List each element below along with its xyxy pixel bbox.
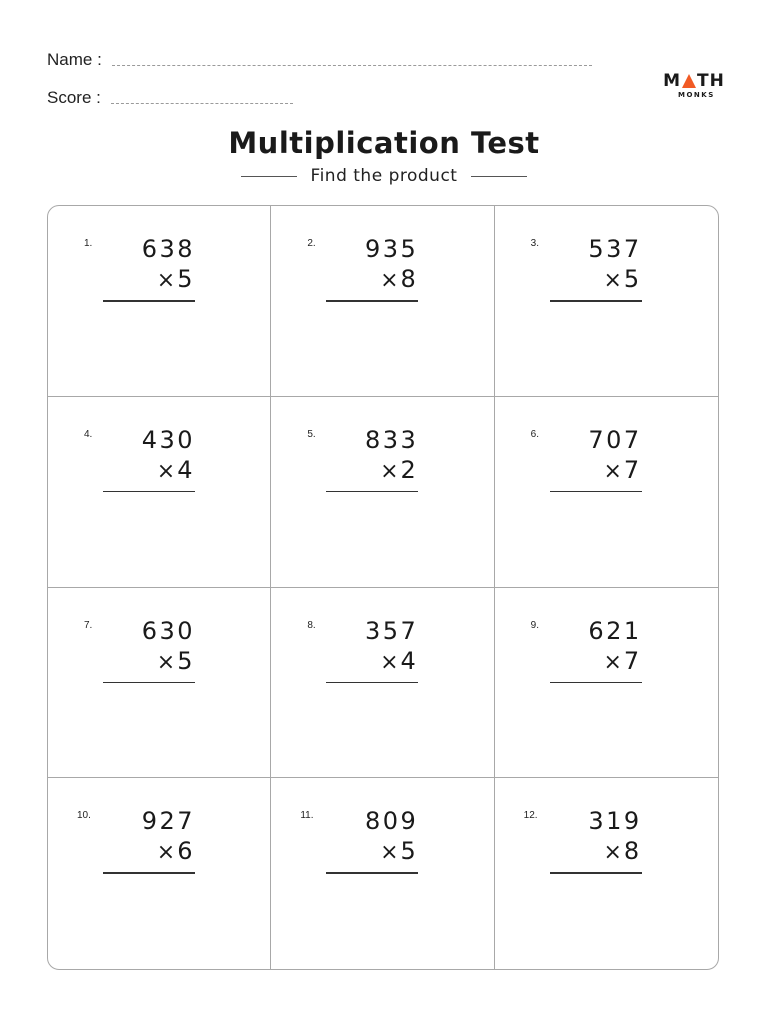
subtitle-row <box>0 166 768 186</box>
problem-number: 8. <box>307 619 316 631</box>
subtitle-rule-left <box>241 176 297 177</box>
problem <box>103 806 195 874</box>
problem-cell[interactable] <box>495 206 718 397</box>
times-sign: × <box>380 268 399 293</box>
logo-text-left: M <box>663 71 682 91</box>
problem-cell[interactable] <box>48 588 271 779</box>
times-sign: × <box>156 649 176 675</box>
multiplier: 4 <box>400 646 419 675</box>
problem-grid <box>47 205 719 970</box>
problem-cell[interactable] <box>495 778 718 969</box>
multiplicand: 621 <box>588 616 642 645</box>
problem-number: 10. <box>77 810 91 822</box>
problem <box>326 616 418 684</box>
multiplier: 5 <box>623 265 642 293</box>
problem-cell[interactable] <box>271 588 494 779</box>
answer-line <box>103 300 195 302</box>
answer-line <box>326 300 418 302</box>
times-sign: × <box>603 458 622 484</box>
problem <box>103 425 195 493</box>
problem-cell[interactable] <box>495 397 718 588</box>
problem-cell[interactable] <box>48 778 271 969</box>
multiplier: 5 <box>400 837 419 866</box>
multiplier: 5 <box>177 265 195 293</box>
name-blank-line[interactable] <box>112 64 592 66</box>
multiplicand: 833 <box>365 425 419 454</box>
problem-number: 6. <box>530 428 539 440</box>
problem-cell[interactable] <box>48 206 271 397</box>
problem <box>326 806 418 874</box>
times-sign: × <box>603 840 622 866</box>
problem-cell[interactable] <box>271 397 494 588</box>
problem-number: 7. <box>84 619 93 631</box>
multiplicand: 430 <box>141 425 195 454</box>
multiplicand: 935 <box>365 235 419 263</box>
multiplicand: 357 <box>365 616 419 645</box>
times-sign: × <box>380 458 399 484</box>
problem-number: 4. <box>84 428 93 440</box>
multiplicand: 537 <box>588 235 642 263</box>
problem-number: 11. <box>300 810 314 822</box>
problem-number: 1. <box>84 238 93 249</box>
problem-cell[interactable] <box>495 588 718 779</box>
times-sign: × <box>156 840 176 866</box>
answer-line <box>550 300 642 302</box>
name-label: Name : <box>47 50 102 69</box>
problem <box>550 616 642 684</box>
subtitle-rule-right <box>471 176 527 177</box>
multiplicand: 319 <box>588 807 642 836</box>
multiplier: 8 <box>400 265 419 293</box>
problem-number: 9. <box>530 619 539 631</box>
multiplier: 6 <box>177 837 195 866</box>
times-sign: × <box>603 649 622 675</box>
answer-line <box>550 682 642 684</box>
multiplier: 5 <box>177 646 195 675</box>
multiplicand: 809 <box>365 807 419 836</box>
times-sign: × <box>603 268 622 293</box>
score-label: Score : <box>47 88 101 107</box>
answer-line <box>550 872 642 874</box>
multiplicand: 707 <box>588 425 642 454</box>
multiplier: 4 <box>177 455 195 484</box>
problem <box>550 806 642 874</box>
logo-text-right: TH <box>697 71 725 91</box>
multiplier: 7 <box>623 646 642 675</box>
score-blank-line[interactable] <box>111 102 293 104</box>
times-sign: × <box>380 840 399 866</box>
score-field[interactable] <box>47 88 293 108</box>
logo-triangle-icon <box>682 74 696 88</box>
problem <box>550 234 642 302</box>
times-sign: × <box>156 458 176 484</box>
problem <box>550 425 642 493</box>
name-field[interactable] <box>47 50 592 70</box>
problem <box>326 234 418 302</box>
multiplier: 8 <box>623 837 642 866</box>
multiplicand: 638 <box>141 235 195 263</box>
problem-cell[interactable] <box>271 206 494 397</box>
multiplier: 2 <box>400 455 419 484</box>
problem-number: 2. <box>307 238 316 249</box>
multiplicand: 630 <box>141 616 195 645</box>
problem-number: 3. <box>530 238 539 249</box>
logo-subtext: MONKS <box>678 91 715 99</box>
problem <box>103 616 195 684</box>
answer-line <box>326 491 418 493</box>
problem-number: 5. <box>307 428 316 440</box>
answer-line <box>103 682 195 684</box>
answer-line <box>103 872 195 874</box>
problem-number: 12. <box>523 810 538 822</box>
answer-line <box>550 491 642 493</box>
math-monks-logo <box>664 72 724 99</box>
page-subtitle: Find the product <box>310 166 458 186</box>
problem <box>103 234 195 302</box>
multiplicand: 927 <box>141 807 195 836</box>
page-title: Multiplication Test <box>228 126 540 160</box>
multiplier: 7 <box>623 455 642 484</box>
times-sign: × <box>380 649 399 675</box>
answer-line <box>103 491 195 493</box>
times-sign: × <box>156 268 176 293</box>
answer-line <box>326 682 418 684</box>
problem <box>326 425 418 493</box>
problem-cell[interactable] <box>48 397 271 588</box>
answer-line <box>326 872 418 874</box>
problem-cell[interactable] <box>271 778 494 969</box>
